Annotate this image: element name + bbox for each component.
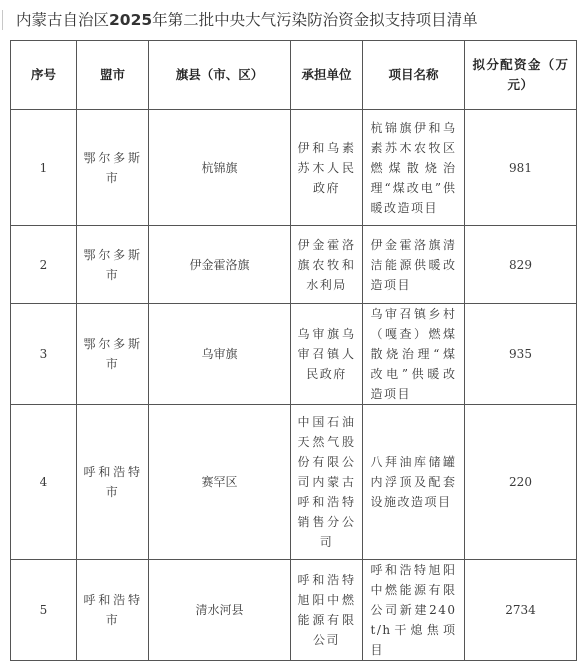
cell-unit-text: 呼和浩特旭阳中燃能源有限公司 <box>297 573 356 647</box>
cell-city-text: 鄂尔多斯市 <box>83 150 142 185</box>
cell-city <box>77 226 149 304</box>
cell-unit-text: 中国石油天然气股份有限公司内蒙古呼和浩特销售分公司 <box>297 415 356 549</box>
cell-project-text: 伊金霍洛旗清洁能源供暖改造项目 <box>370 237 457 292</box>
header-funds-label: 拟分配资金（万元） <box>472 57 569 92</box>
cell-county: 乌审旗 <box>149 304 291 405</box>
cell-index: 3 <box>11 304 77 405</box>
header-row <box>11 41 577 110</box>
cell-city-text: 呼和浩特市 <box>83 593 142 627</box>
cell-county: 清水河县 <box>149 560 291 661</box>
cell-index: 4 <box>11 405 77 560</box>
title-prefix: 内蒙古自治区 <box>16 11 110 29</box>
cell-project-text: 乌审召镇乡村（嘎查）燃煤散烧治理“煤改电”供暖改造项目 <box>370 307 457 401</box>
cell-city-text: 鄂尔多斯市 <box>83 247 142 282</box>
cell-funds: 829 <box>465 226 577 304</box>
cell-unit-text: 伊和乌素苏木人民政府 <box>297 140 356 195</box>
cell-unit <box>291 110 363 226</box>
cell-city-text: 鄂尔多斯市 <box>83 337 142 371</box>
cell-unit <box>291 304 363 405</box>
document-title <box>16 8 478 32</box>
cell-city <box>77 560 149 661</box>
cell-unit-text: 伊金霍洛旗农牧和水利局 <box>297 237 356 292</box>
cell-project-text: 八拜油库储罐内浮顶及配套设施改造项目 <box>370 455 457 509</box>
header-funds <box>465 41 577 110</box>
table-row <box>11 405 577 560</box>
cell-funds: 935 <box>465 304 577 405</box>
cell-index: 2 <box>11 226 77 304</box>
left-rule <box>2 10 3 30</box>
table-row <box>11 560 577 661</box>
table-row <box>11 226 577 304</box>
header-county: 旗县（市、区） <box>149 41 291 110</box>
table-row <box>11 110 577 226</box>
cell-unit-text: 乌审旗乌审召镇人民政府 <box>297 327 356 381</box>
cell-county: 伊金霍洛旗 <box>149 226 291 304</box>
cell-unit <box>291 405 363 560</box>
title-year: 2025 <box>109 11 153 29</box>
cell-project-text: 杭锦旗伊和乌素苏木农牧区燃煤散烧治理“煤改电”供暖改造项目 <box>370 120 457 215</box>
cell-funds: 220 <box>465 405 577 560</box>
header-city: 盟市 <box>77 41 149 110</box>
project-list-table <box>10 40 577 661</box>
cell-unit <box>291 560 363 661</box>
cell-county: 赛罕区 <box>149 405 291 560</box>
cell-funds: 2734 <box>465 560 577 661</box>
header-index: 序号 <box>11 41 77 110</box>
cell-funds: 981 <box>465 110 577 226</box>
cell-project <box>363 304 465 405</box>
cell-project-text: 呼和浩特旭阳中燃能源有限公司新建240t/h干熄焦项目 <box>370 563 457 657</box>
cell-county: 杭锦旗 <box>149 110 291 226</box>
header-unit: 承担单位 <box>291 41 363 110</box>
cell-unit <box>291 226 363 304</box>
cell-project <box>363 110 465 226</box>
cell-city <box>77 405 149 560</box>
cell-project <box>363 405 465 560</box>
table-row <box>11 304 577 405</box>
header-project: 项目名称 <box>363 41 465 110</box>
cell-index: 1 <box>11 110 77 226</box>
cell-project <box>363 560 465 661</box>
cell-index: 5 <box>11 560 77 661</box>
cell-city <box>77 304 149 405</box>
cell-project <box>363 226 465 304</box>
cell-city-text: 呼和浩特市 <box>83 465 142 499</box>
cell-city <box>77 110 149 226</box>
title-suffix: 年第二批中央大气污染防治资金拟支持项目清单 <box>152 11 478 29</box>
